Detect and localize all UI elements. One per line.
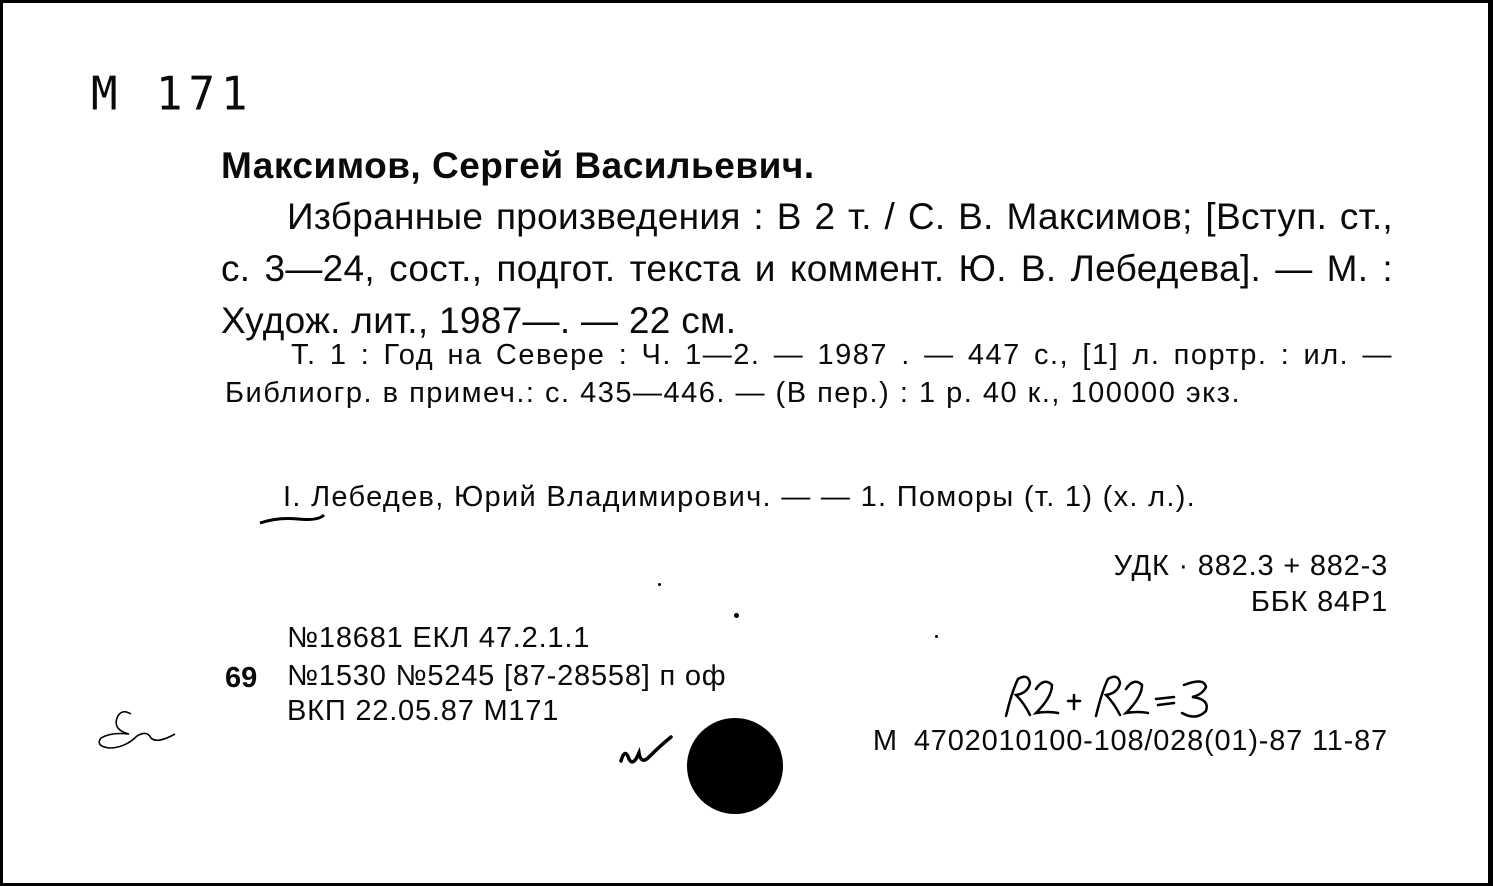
punch-hole — [687, 718, 783, 814]
author-heading: Максимов, Сергей Васильевич. — [221, 145, 815, 186]
accession-line-2: №1530 №5245 [87-28558] п оф — [287, 660, 727, 692]
bbk-index: ББК 84Р1 — [1250, 586, 1388, 618]
classification-code — [873, 725, 1388, 758]
code-prefix: М — [872, 725, 898, 757]
print-number: 69 — [225, 662, 258, 694]
accession-line-3: ВКП 22.05.87 М171 — [287, 695, 560, 727]
accession-line-1: №18681 ЕКЛ 47.2.1.1 — [287, 622, 591, 654]
code-value: 4702010100-108/028(01)-87 11-87 — [913, 725, 1388, 757]
ink-speck — [658, 583, 661, 586]
main-entry-text: Избранные произведения : В 2 т. / С. В. Максимов; [Вступ. ст., с. 3—24, сост., подгот. текста и коммент. Ю. В. Лебедева]. — М. : Худож. лит., 1987—. — 22 см. — [221, 196, 1393, 341]
volume-entry-text: Т. 1 : Год на Севере : Ч. 1—2. — 1987 . — 447 с., [1] л. портр. : ил. — Библиогр. в примеч.: с. 435—446. — (В пер.) : 1 р. 40 к., 100000 экз. — [225, 339, 1393, 409]
tracing-underline-mark — [258, 503, 328, 528]
volume-entry — [225, 336, 1393, 412]
udk-index: УДК · 882.3 + 882-3 — [1113, 550, 1388, 582]
handwritten-initial-mark — [615, 731, 675, 771]
ink-speck — [935, 635, 938, 638]
tracing-line: I. Лебедев, Юрий Владимирович. — — 1. Поморы (т. 1) (х. л.). — [283, 481, 1197, 513]
handwritten-note — [998, 671, 1318, 726]
ink-speck — [734, 613, 739, 618]
shelfmark: М 171 — [91, 67, 254, 122]
handwritten-flourish — [91, 706, 181, 756]
main-entry — [221, 191, 1393, 347]
